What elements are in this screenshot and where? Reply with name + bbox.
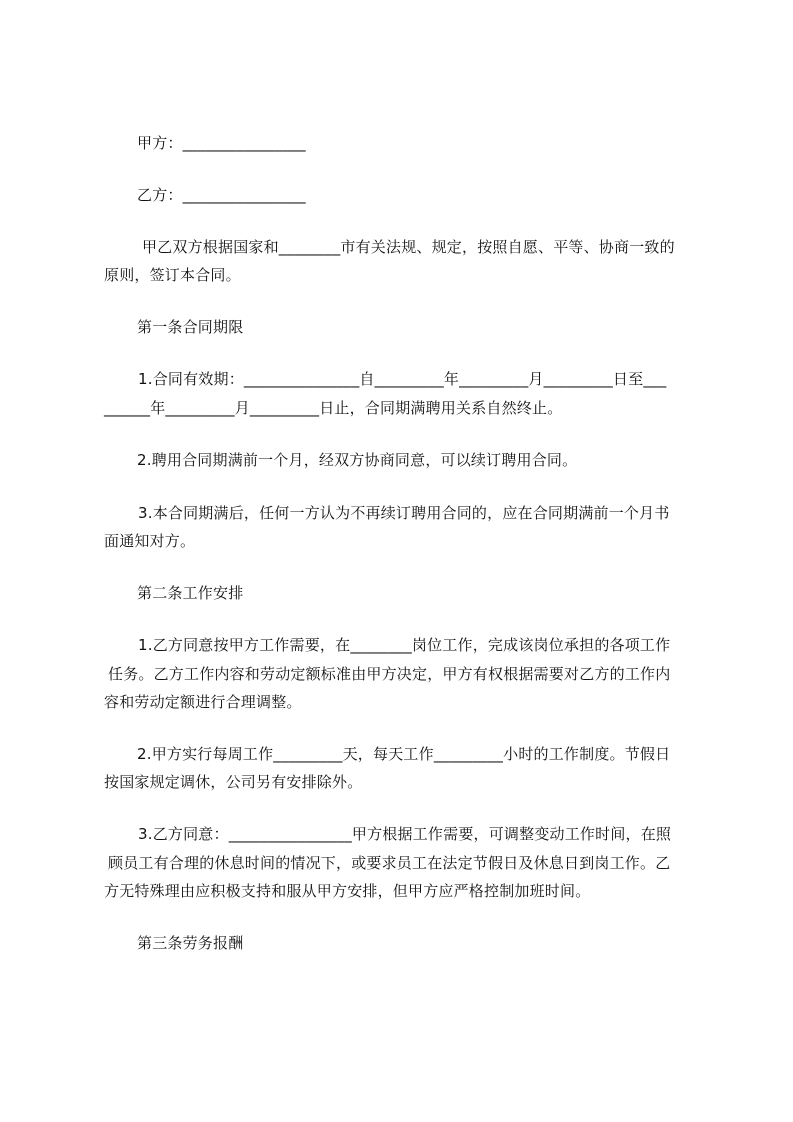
article2-item3-line2: 顾员工有合理的休息时间的情况下，或要求员工在法定节假日及休息日到岗工作。乙 [108,854,671,872]
article2-item3-line1: 3.乙方同意：________________甲方根据工作需要，可调整变动工作时间，在照 [138,825,672,843]
article2-item1-line1: 1.乙方同意按甲方工作需要，在________岗位工作，完成该岗位承担的各项工作 [138,636,671,654]
article2-item1-line3: 容和劳动定额进行合理调整。 [104,693,302,711]
intro-line-2: 原则，签订本合同。 [104,266,241,284]
article1-item3-line2: 面通知对方。 [104,532,196,550]
article1-item1-line1: 1.合同有效期：_______________自_________年_________月_________日至___ [138,370,667,388]
article2-item1-line2: 任务。乙方工作内容和劳动定额标准由甲方决定，甲方有权根据需要对乙方的工作内 [108,665,671,683]
article2-item2-line2: 按国家规定调休，公司另有安排除外。 [104,773,363,791]
article3-heading: 第三条劳务报酬 [137,934,244,952]
party-b-line: 乙方：________________ [137,186,306,204]
article1-item2: 2.聘用合同期满前一个月，经双方协商同意，可以续订聘用合同。 [137,451,578,469]
article2-item3-line3: 方无特殊理由应积极支持和服从甲方安排，但甲方应严格控制加班时间。 [104,882,591,900]
article1-item3-line1: 3.本合同期满后，任何一方认为不再续订聘用合同的，应在合同期满前一个月书 [138,504,670,522]
article1-heading: 第一条合同期限 [137,318,244,336]
article2-item2-line1: 2.甲方实行每周工作_________天，每天工作_________小时的工作制度。节假日 [137,745,671,763]
party-a-line: 甲方：________________ [137,134,306,152]
article1-item1-line2: ______年_________月_________日止，合同期满聘用关系自然终止。 [104,399,563,417]
intro-line-1: 甲乙双方根据国家和________市有关法规、规定，按照自愿、平等、协商一致的 [142,238,675,256]
article2-heading: 第二条工作安排 [137,584,244,602]
